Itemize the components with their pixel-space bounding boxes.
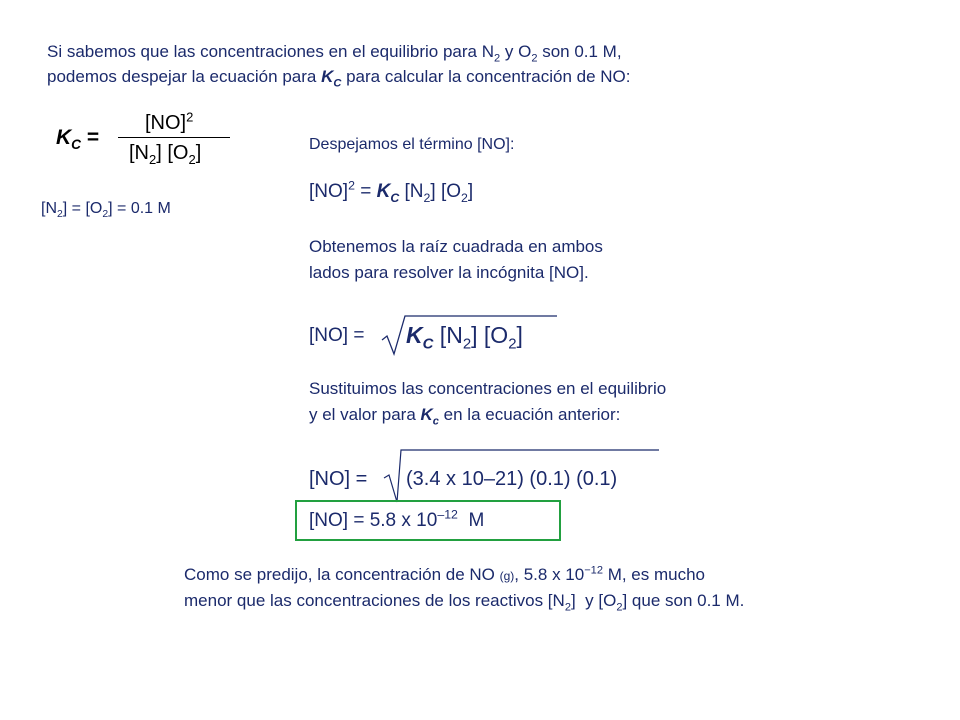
step2-line-2: lados para resolver la incógnita [NO]. — [309, 263, 589, 282]
conclusion-line-1: Como se predijo, la concentración de NO (g), 5.8 x $10^{-12}$ M, es mucho — [184, 564, 706, 584]
intro-text: Si sabemos que las concentraciones en el equilibrio para N — [47, 42, 494, 61]
conclusion-line-2: menor que las concentraciones de los reactivos $[N_2]$ y $[O_2]$ que son 0.1 M. — [184, 591, 745, 614]
step3-line-2: y el valor para $K_c$ en la ecuación anterior: — [309, 405, 621, 428]
step1-text: Despejamos el término [NO]: — [309, 136, 515, 153]
result-equation: [NO] = 5.8 x $10^{-12}$ M — [309, 507, 485, 531]
subscript: 2 — [493, 52, 501, 65]
intro-text: para calcular la concentración de NO: — [341, 67, 631, 86]
step2-eq-prefix: [NO] = — [309, 325, 365, 346]
intro-line-2 — [47, 65, 631, 89]
step3-eq-prefix: [NO] = — [309, 468, 368, 490]
given-concentrations: $[N_2] = [O_2] = 0.1$ M — [41, 200, 171, 221]
step1-equation: $[NO]^2 = K_C$ $[N_2]$ $[O_2]$ — [309, 178, 474, 205]
intro-line-1 — [47, 40, 622, 64]
intro-text: podemos despejar la ecuación para — [47, 67, 322, 86]
step3-radicand: (3.4 x 10–21) (0.1) (0.1) — [406, 468, 618, 490]
step2-radicand: $K_C$ $[N_2]$ $[O_2]$ — [406, 322, 523, 353]
intro-text: y O — [500, 42, 532, 61]
kc-denominator: $[N_2]$ $[O_2]$ — [129, 142, 202, 167]
subscript: 2 — [531, 52, 538, 65]
kc-numerator: [NO]$^2$ — [145, 109, 194, 134]
step2-line-1: Obtenemos la raíz cuadrada en ambos — [309, 237, 603, 256]
step3-line-1: Sustituimos las concentraciones en el equilibrio — [309, 379, 667, 398]
fraction-bar — [118, 137, 230, 138]
intro-text: son 0.1 M, — [537, 42, 622, 61]
kc-symbol: $K_C$ — [321, 67, 342, 90]
kc-label: $K_C$ = — [56, 126, 100, 153]
